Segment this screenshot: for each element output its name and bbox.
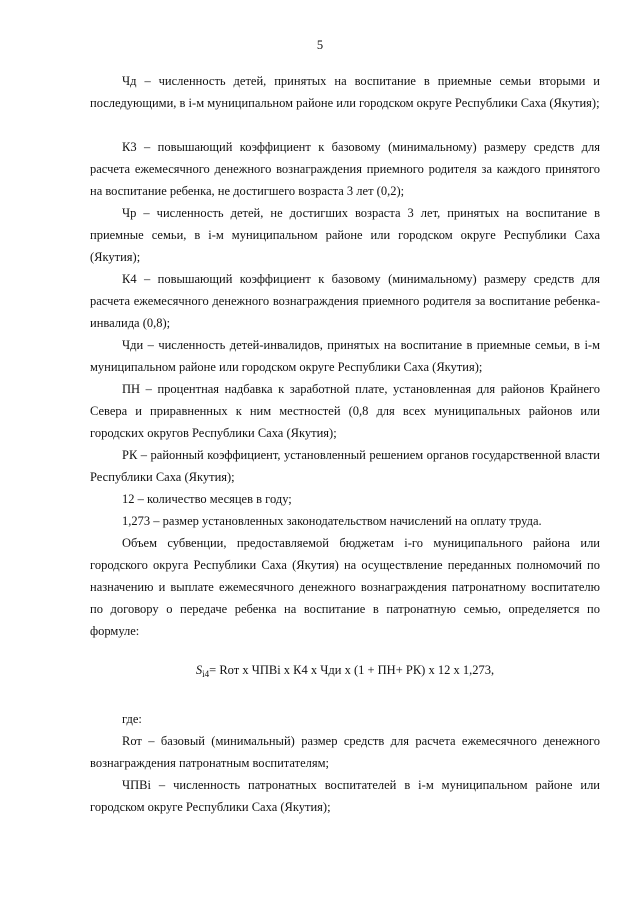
paragraph-rot: Rот – базовый (минимальный) размер средств для расчета ежемесячного денежного вознаграждения патронатным воспитателям; (90, 734, 600, 770)
paragraph-k4: К4 – повышающий коэффициент к базовому (минимальному) размеру средств для расчета ежемесячного денежного вознаграждения приемного родителя за воспитание ребенка-инвалида (0,8); (90, 272, 600, 330)
formula-rhs: = Rот x ЧПВi x К4 x Чди x (1 + ПН+ РК) x 12 x 1,273, (209, 663, 495, 677)
paragraph-rk: РК – районный коэффициент, установленный решением органов государственной власти Республики Саха (Якутия); (90, 448, 600, 484)
formula-lhs: S (195, 663, 203, 677)
page-number: 5 (316, 38, 324, 52)
paragraph-subvention: Объем субвенции, предоставляемой бюджетам i-го муниципального района или городского округа Республики Саха (Якутия) на осуществление переданных полномочий по назначению и выплате ежемесячного денежного вознаграждения патронатному воспитателю по договору о передаче ребенка на воспитание в патронатную семью, определяется по формуле: (90, 536, 600, 638)
paragraph-chr: Чр – численность детей, не достигших возраста 3 лет, принятых на воспитание в приемные семьи, в i-м муниципальном районе или городском округе Республики Саха (Якутия); (90, 206, 600, 264)
formula (90, 663, 600, 679)
paragraph-k3: К3 – повышающий коэффициент к базовому (минимальному) размеру средств для расчета ежемесячного денежного вознаграждения приемного родителя за каждого принятого на воспитание ребенка, не достигшего возраста 3 лет (0,2); (90, 140, 600, 198)
paragraph-chd: Чд – численность детей, принятых на воспитание в приемные семьи вторыми и последующими, в i-м муниципальном районе или городском округе Республики Саха (Якутия); (90, 74, 600, 110)
paragraph-months: 12 – количество месяцев в году; (122, 492, 292, 506)
paragraph-charges: 1,273 – размер установленных законодательством начислений на оплату труда. (122, 514, 542, 528)
paragraph-pn: ПН – процентная надбавка к заработной плате, установленная для районов Крайнего Севера и приравненных к ним местностей (0,8 для всех муниципальных районов или городских округов Республики Саха (Якутия); (90, 382, 600, 440)
paragraph-where: где: (122, 712, 142, 726)
paragraph-chdi: Чди – численность детей-инвалидов, принятых на воспитание в приемные семьи, в i-м муниципальном районе или городском округе Республики Саха (Якутия); (90, 338, 600, 374)
paragraph-chpv: ЧПВi – численность патронатных воспитателей в i-м муниципальном районе или городском округе Республики Саха (Якутия); (90, 778, 600, 814)
formula-lhs-subscript: i4 (202, 669, 210, 679)
